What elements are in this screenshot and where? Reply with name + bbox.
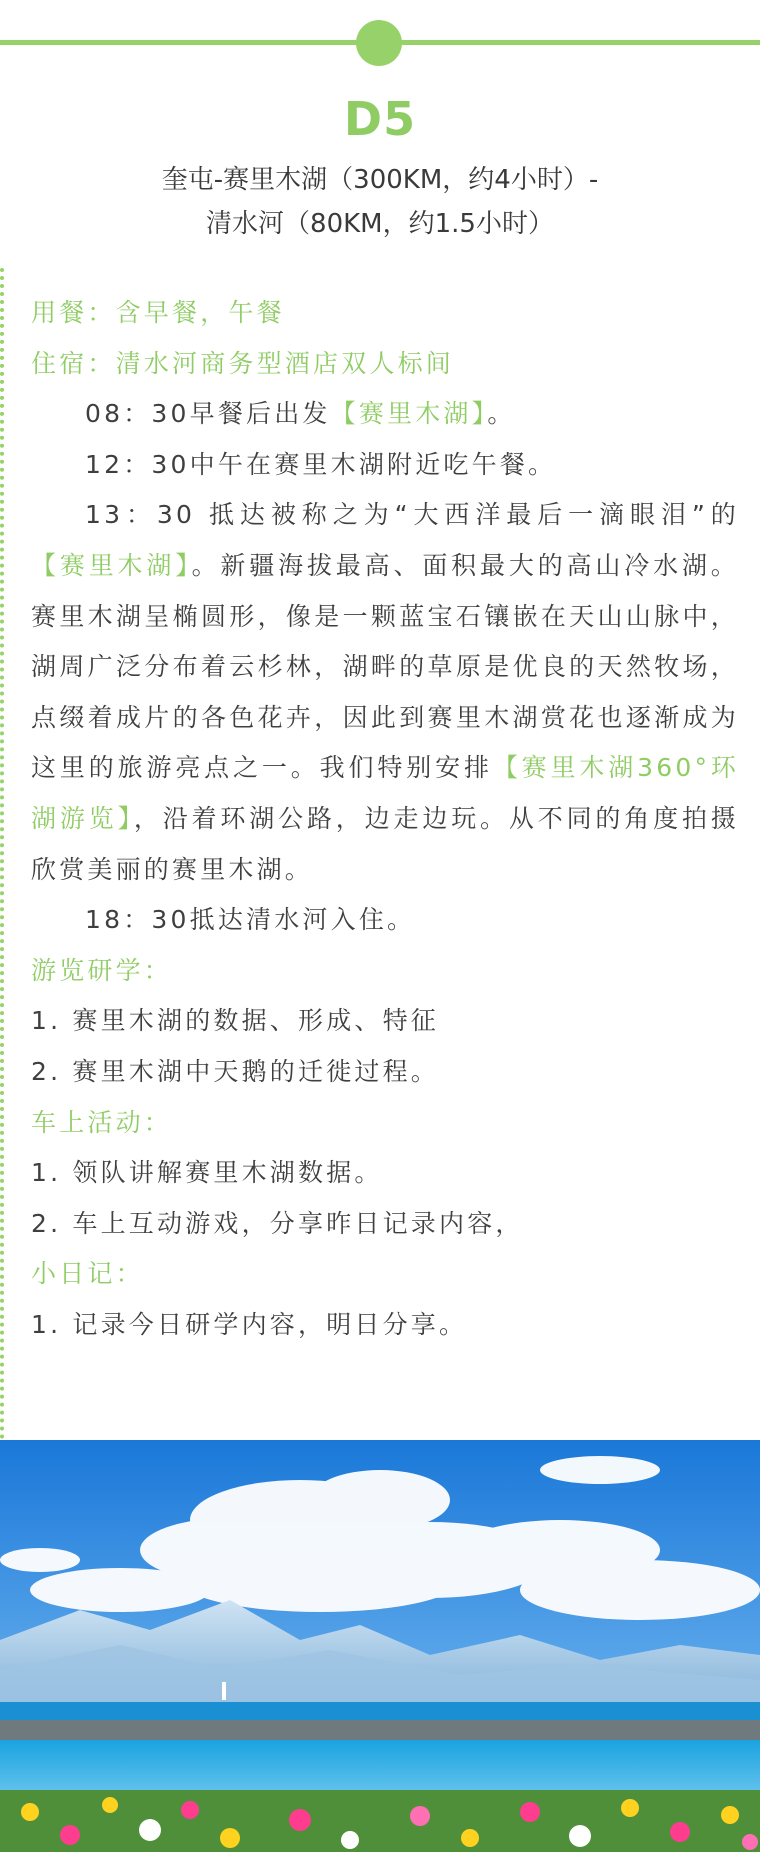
study-item: 1. 赛里木湖的数据、形成、特征 [31,1006,440,1036]
schedule-item-3-lead: 13：30 抵达被称之为“大西洋最后一滴眼泪”的 [85,500,739,530]
bus-activity-heading: 车上活动： [31,1107,173,1137]
itinerary-text [31,288,739,1350]
route-subtitle [60,158,700,246]
schedule-item-2: 12：30中午在赛里木湖附近吃午餐。 [85,449,557,479]
schedule-item-1 [31,389,739,440]
lake-landscape-photo [0,1440,760,1852]
schedule-item-3-place: 【赛里木湖】 [31,550,192,580]
meals-line: 用餐：含早餐，午餐 [31,298,285,327]
schedule-item-3-tail: ，沿着环湖公路，边走边玩。从不同的角度拍摄欣赏美丽的赛里木湖。 [31,803,739,884]
bus-activity-item: 1. 领队讲解赛里木湖数据。 [31,1158,383,1188]
schedule-item-3-tour: 【赛里木湖360°环湖游览】 [31,753,740,833]
study-item: 2. 赛里木湖中天鹅的迁徙过程。 [31,1056,440,1086]
bus-activity-item: 2. 车上互动游戏，分享昨日记录内容， [31,1208,524,1238]
route-line-1: 奎屯-赛里木湖（300KM，约4小时）- [161,165,599,195]
schedule-item-3 [31,490,739,895]
day-label: D5 [343,92,417,146]
itinerary-content-block [0,268,760,1440]
diary-heading: 小日记： [31,1259,144,1289]
schedule-item-1-place: 【赛里木湖】 [330,399,488,429]
schedule-item-1-end: 。 [487,399,516,429]
schedule-item-3-body: 。新疆海拔最高、面积最大的高山冷水湖。赛里木湖呈椭圆形，像是一颗蓝宝石镶嵌在天山山脉中，湖周广泛分布着云杉林，湖畔的草原是优良的天然牧场，点缀着成片的各色花卉，因此到赛里木湖赏花也逐渐成为这里的旅游亮点之一。我们特别安排 [31,550,739,783]
schedule-item-1-time: 08：30早餐后出发 [85,399,331,429]
study-heading: 游览研学： [31,955,173,985]
schedule-item-4: 18：30抵达清水河入住。 [85,905,416,935]
lodging-line: 住宿：清水河商务型酒店双人标间 [31,348,455,378]
header-dot-ornament [356,20,402,66]
route-line-2: 清水河（80KM，约1.5小时） [206,209,554,239]
diary-item: 1. 记录今日研学内容，明日分享。 [31,1309,468,1339]
